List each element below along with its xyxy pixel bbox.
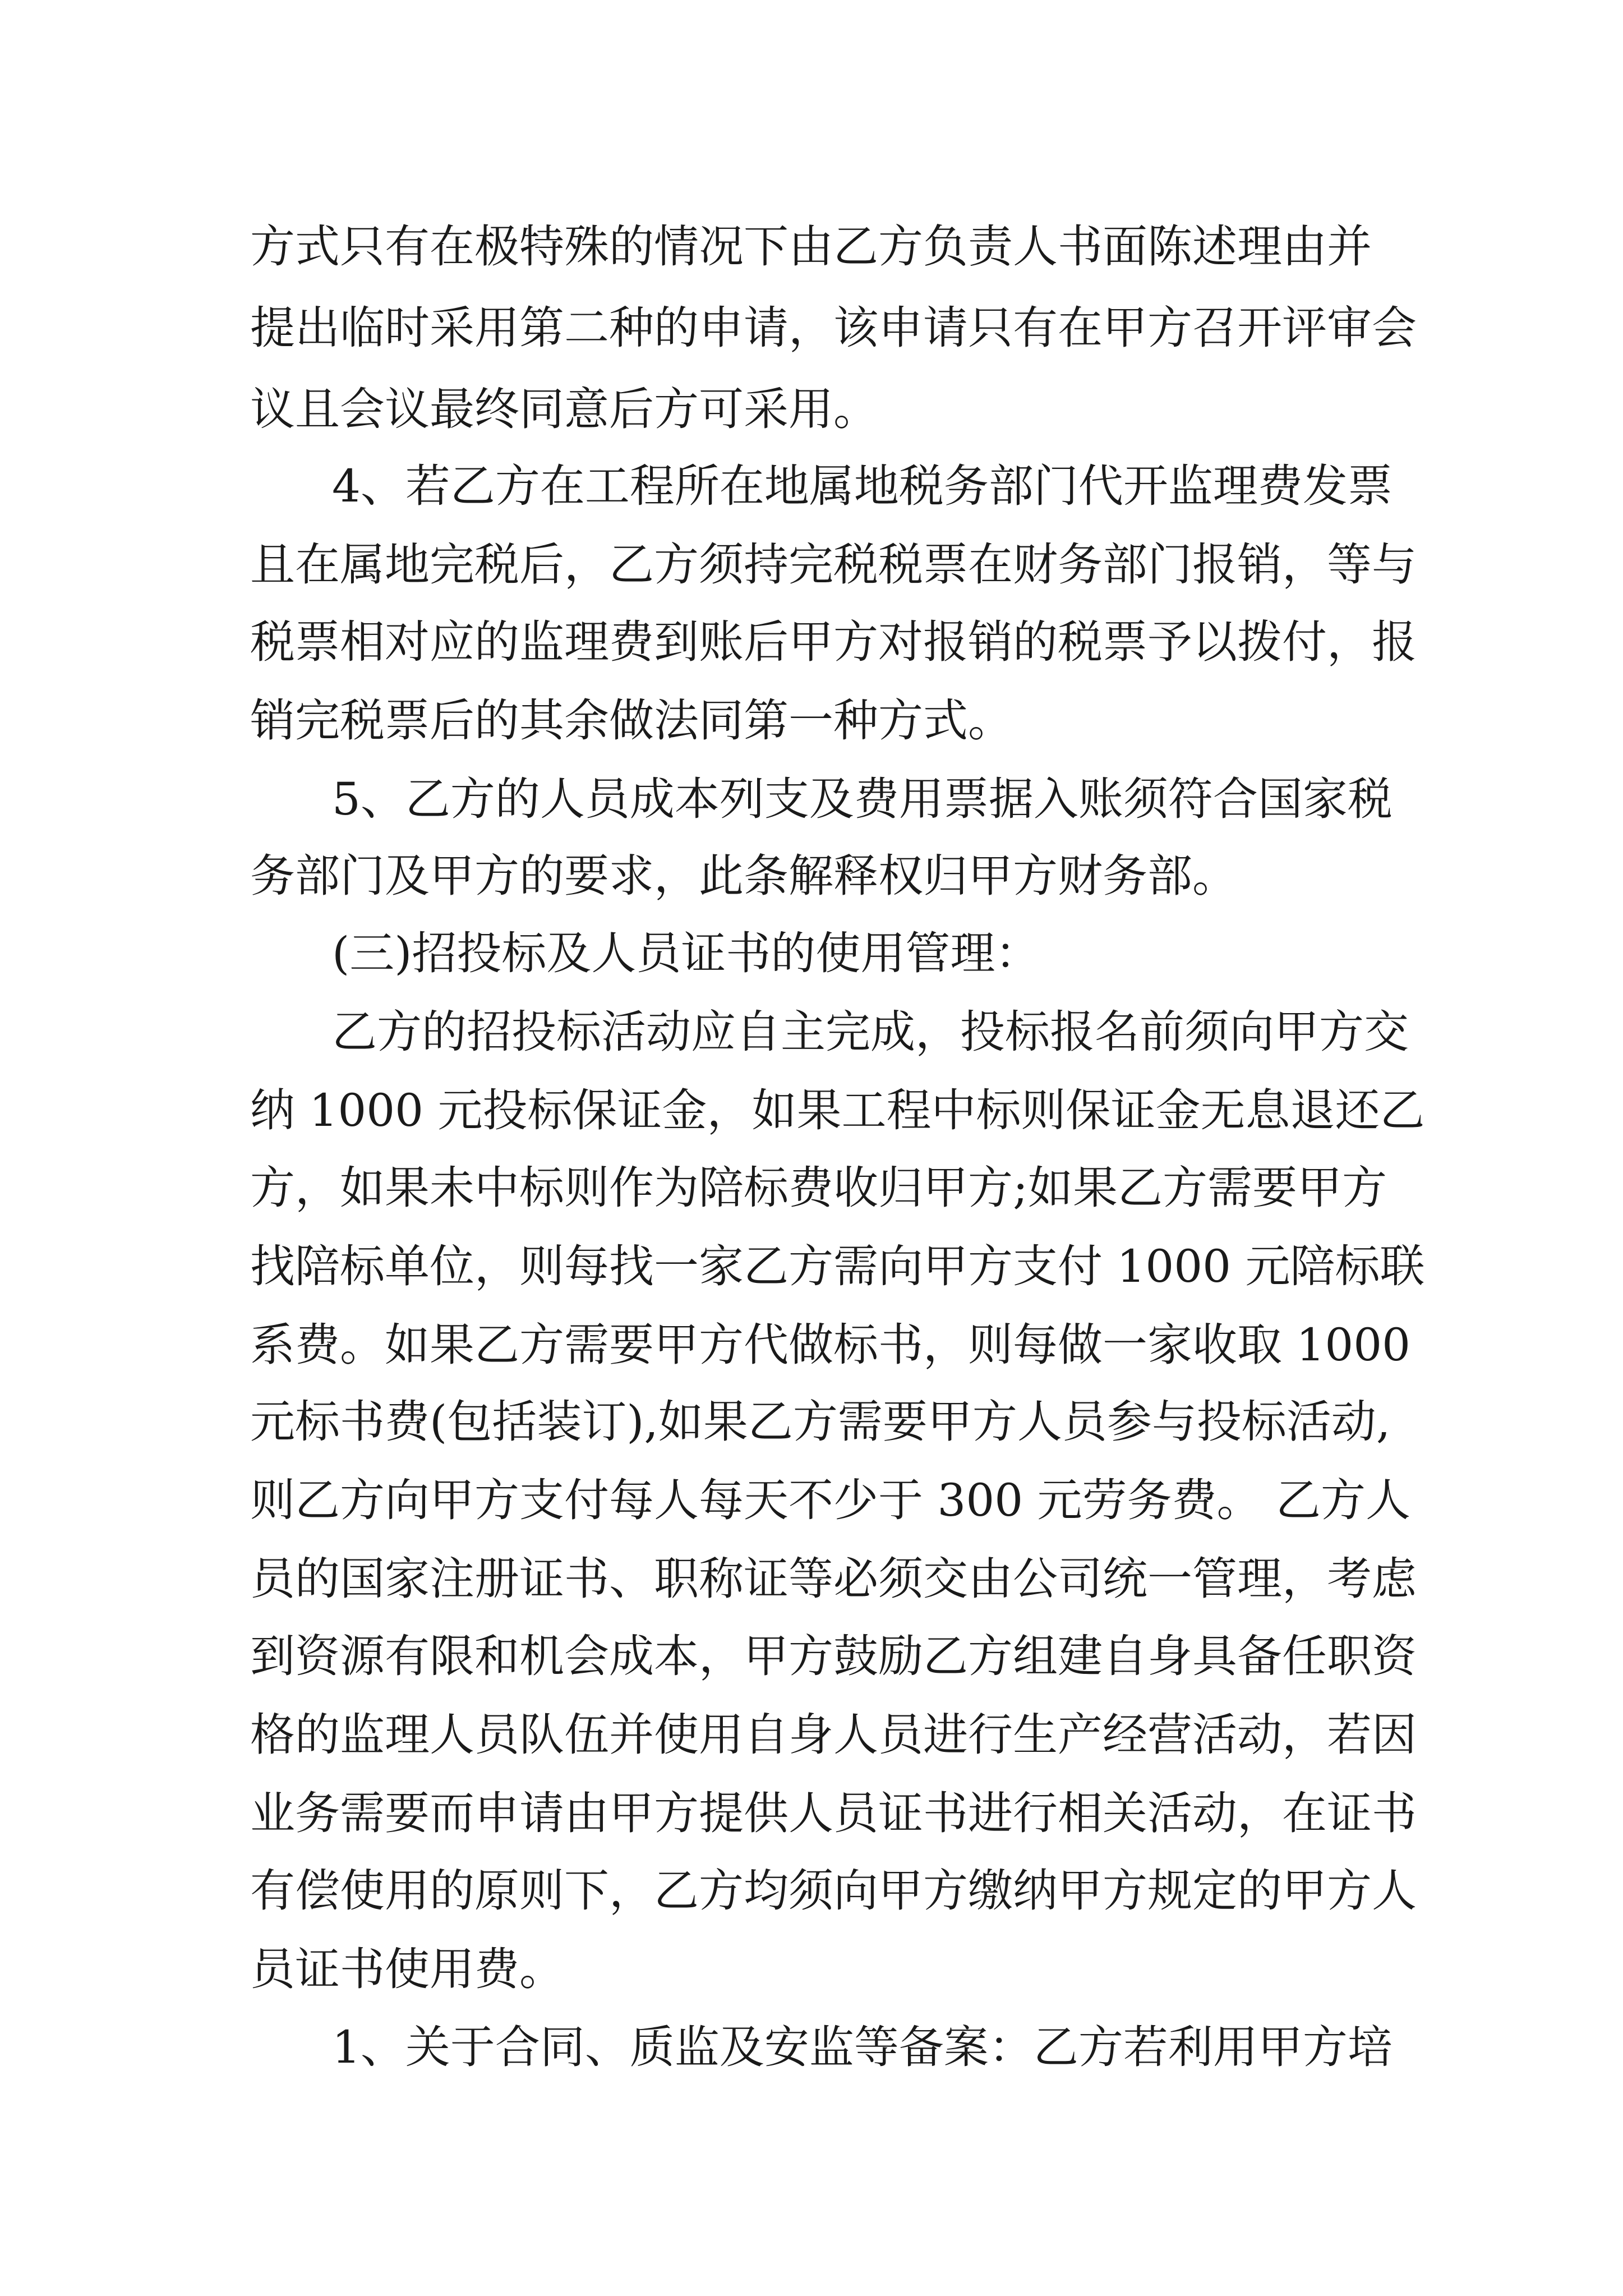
paragraph-line: 方式只有在极特殊的情况下由乙方负责人书面陈述理由并 [250,220,1372,273]
paragraph-line: 员的国家注册证书、职称证等必须交由公司统一管理，考虑 [250,1553,1417,1605]
paragraph-line: 税票相对应的监理费到账后甲方对报销的税票予以拨付，报 [250,616,1417,668]
paragraph-line: 5、乙方的人员成本列支及费用票据入账须符合国家税 [332,773,1393,825]
paragraph-line: 系费。如果乙方需要甲方代做标书，则每做一家收取 1000 [250,1319,1411,1371]
paragraph-line: 业务需要而申请由甲方提供人员证书进行相关活动，在证书 [250,1787,1417,1839]
paragraph-line: 格的监理人员队伍并使用自身人员进行生产经营活动，若因 [250,1709,1417,1761]
paragraph-line: 且在属地完税后，乙方须持完税税票在财务部门报销，等与 [250,539,1417,591]
paragraph-line: 则乙方向甲方支付每人每天不少于 300 元劳务费。 乙方人 [250,1474,1410,1526]
paragraph-line: 元标书费(包括装订),如果乙方需要甲方人员参与投标活动, [250,1396,1391,1448]
paragraph-line: 员证书使用费。 [250,1943,564,1995]
paragraph-line: 议且会议最终同意后方可采用。 [250,383,878,435]
paragraph-line: 提出临时采用第二种的申请，该申请只有在甲方召开评审会 [250,302,1417,354]
paragraph-line: 纳 1000 元投标保证金，如果工程中标则保证金无息退还乙 [250,1084,1425,1137]
paragraph-line: 4、若乙方在工程所在地属地税务部门代开监理费发票 [332,460,1393,512]
paragraph-line: 1、关于合同、质监及安监等备案：乙方若利用甲方培 [332,2021,1393,2073]
paragraph-line: 务部门及甲方的要求，此条解释权归甲方财务部。 [250,850,1237,902]
paragraph-line: 到资源有限和机会成本，甲方鼓励乙方组建自身具备任职资 [250,1630,1417,1682]
paragraph-line: 找陪标单位，则每找一家乙方需向甲方支付 1000 元陪标联 [250,1240,1425,1292]
paragraph-line: 乙方的招投标活动应自主完成，投标报名前须向甲方交 [332,1006,1409,1058]
paragraph-line: 方，如果未中标则作为陪标费收归甲方;如果乙方需要甲方 [250,1162,1387,1214]
section-heading: (三)招投标及人员证书的使用管理： [332,927,1040,979]
paragraph-line: 有偿使用的原则下，乙方均须向甲方缴纳甲方规定的甲方人 [250,1865,1417,1917]
paragraph-line: 销完税票后的其余做法同第一种方式。 [250,694,1013,747]
